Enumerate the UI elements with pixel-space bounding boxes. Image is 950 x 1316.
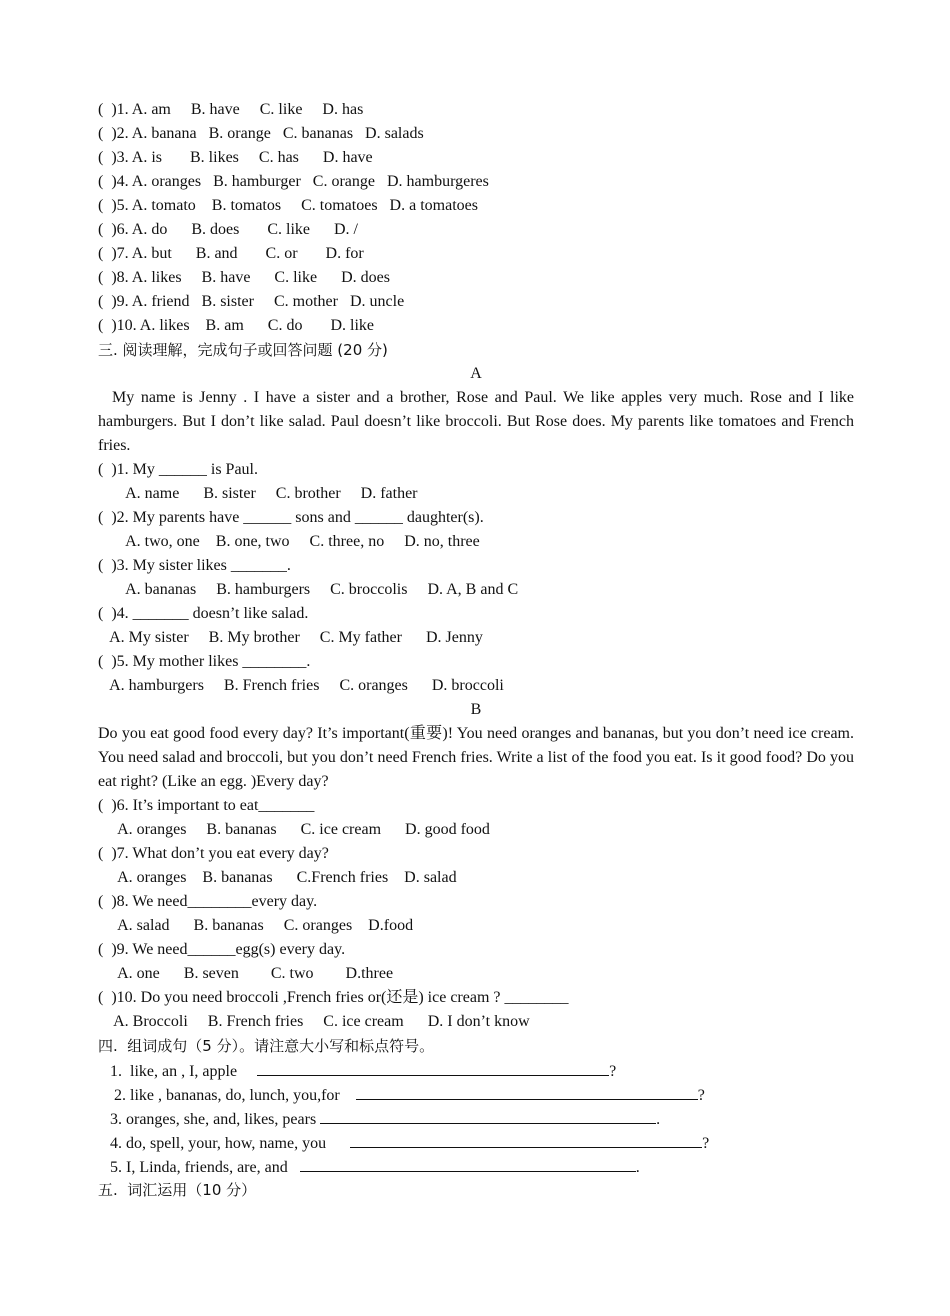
sentence-item <box>98 1058 854 1082</box>
section4-title: 四. 组词成句（5 分）。请注意大小写和标点符号。 <box>98 1037 435 1055</box>
question-line: ( )2. My parents have ______ sons and ______ daughter(s). <box>98 509 484 526</box>
options-line: A. Broccoli B. French fries C. ice cream D. I don’t know <box>98 1013 530 1030</box>
question-line: ( )6. It’s important to eat_______ <box>98 797 315 814</box>
passage-a-questions <box>98 458 854 698</box>
section3-title: 三. 阅读理解，完成句子或回答问题 (20 分) <box>98 341 388 359</box>
question-line: ( )10. Do you need broccoli ,French fries or(还是) ice cream ? ________ <box>98 989 569 1006</box>
options-line: A. oranges B. bananas C. ice cream D. good food <box>98 821 490 838</box>
sentence-item <box>98 1154 854 1178</box>
sentence-prompt: 4. do, spell, your, how, name, you <box>98 1135 351 1152</box>
question-line: ( )7. A. but B. and C. or D. for <box>98 245 364 262</box>
sentence-prompt: 5. I, Linda, friends, are, and <box>98 1159 300 1176</box>
end-mark: ? <box>609 1063 617 1080</box>
question-line: ( )2. A. banana B. orange C. bananas D. salads <box>98 125 424 142</box>
end-mark: . <box>656 1111 661 1128</box>
passage-b-label: B <box>470 701 482 718</box>
options-line: A. one B. seven C. two D.three <box>98 965 394 982</box>
options-line: A. name B. sister C. brother D. father <box>98 485 418 502</box>
question-line: ( )6. A. do B. does C. like D. / <box>98 221 358 238</box>
question-line: ( )3. A. is B. likes C. has D. have <box>98 149 373 166</box>
options-line: A. My sister B. My brother C. My father D. Jenny <box>98 629 483 646</box>
section4-items <box>98 1058 854 1178</box>
passage-a-text: My name is Jenny . I have a sister and a brother, Rose and Paul. We like apples very much. Rose and I like hamburgers. But I don’t like salad. Paul doesn’t like broccoli. But Rose does. My parents like tomatoes and French fries. <box>98 389 854 454</box>
question-line: ( )8. A. likes B. have C. like D. does <box>98 269 390 286</box>
sentence-item <box>98 1130 854 1154</box>
passage-b-text: Do you eat good food every day? It’s important(重要)! You need oranges and bananas, but you don’t need ice cream. You need salad and broccoli, but you don’t need French fries. Write a list of the food you eat. Is it good food? Do you eat right? (Like an egg. )Every day? <box>98 725 854 790</box>
section5-title: 五. 词汇运用（10 分） <box>98 1181 257 1199</box>
options-line: A. two, one B. one, two C. three, no D. no, three <box>98 533 480 550</box>
question-line: ( )5. My mother likes ________. <box>98 653 311 670</box>
sentence-prompt: 1. like, an , I, apple <box>98 1063 258 1080</box>
question-line: ( )1. My ______ is Paul. <box>98 461 258 478</box>
options-line: A. bananas B. hamburgers C. broccolis D. A, B and C <box>98 581 519 598</box>
answer-blank[interactable] <box>320 1106 656 1124</box>
question-line: ( )1. A. am B. have C. like D. has <box>98 101 364 118</box>
sentence-item <box>98 1082 854 1106</box>
question-line: ( )5. A. tomato B. tomatos C. tomatoes D. a tomatoes <box>98 197 478 214</box>
sentence-prompt: 3. oranges, she, and, likes, pears <box>98 1111 321 1128</box>
question-line: ( )9. We need______egg(s) every day. <box>98 941 346 958</box>
options-line: A. hamburgers B. French fries C. oranges D. broccoli <box>98 677 504 694</box>
answer-blank[interactable] <box>356 1082 698 1100</box>
part2-items <box>98 98 854 338</box>
question-line: ( )3. My sister likes _______. <box>98 557 291 574</box>
end-mark: . <box>635 1159 640 1176</box>
question-line: ( )10. A. likes B. am C. do D. like <box>98 317 374 334</box>
sentence-item <box>98 1106 854 1130</box>
answer-blank[interactable] <box>350 1130 702 1148</box>
end-mark: ? <box>702 1135 710 1152</box>
passage-a-label: A <box>470 365 482 382</box>
options-line: A. salad B. bananas C. oranges D.food <box>98 917 414 934</box>
answer-blank[interactable] <box>257 1058 609 1076</box>
question-line: ( )4. _______ doesn’t like salad. <box>98 605 309 622</box>
question-line: ( )7. What don’t you eat every day? <box>98 845 329 862</box>
question-line: ( )8. We need________every day. <box>98 893 318 910</box>
question-line: ( )9. A. friend B. sister C. mother D. uncle <box>98 293 405 310</box>
exam-page <box>98 98 854 1202</box>
question-line: ( )4. A. oranges B. hamburger C. orange D. hamburgeres <box>98 173 489 190</box>
passage-b-questions <box>98 794 854 1034</box>
end-mark: ? <box>697 1087 705 1104</box>
options-line: A. oranges B. bananas C.French fries D. salad <box>98 869 457 886</box>
answer-blank[interactable] <box>300 1154 636 1172</box>
sentence-prompt: 2. like , bananas, do, lunch, you,for <box>98 1087 356 1104</box>
